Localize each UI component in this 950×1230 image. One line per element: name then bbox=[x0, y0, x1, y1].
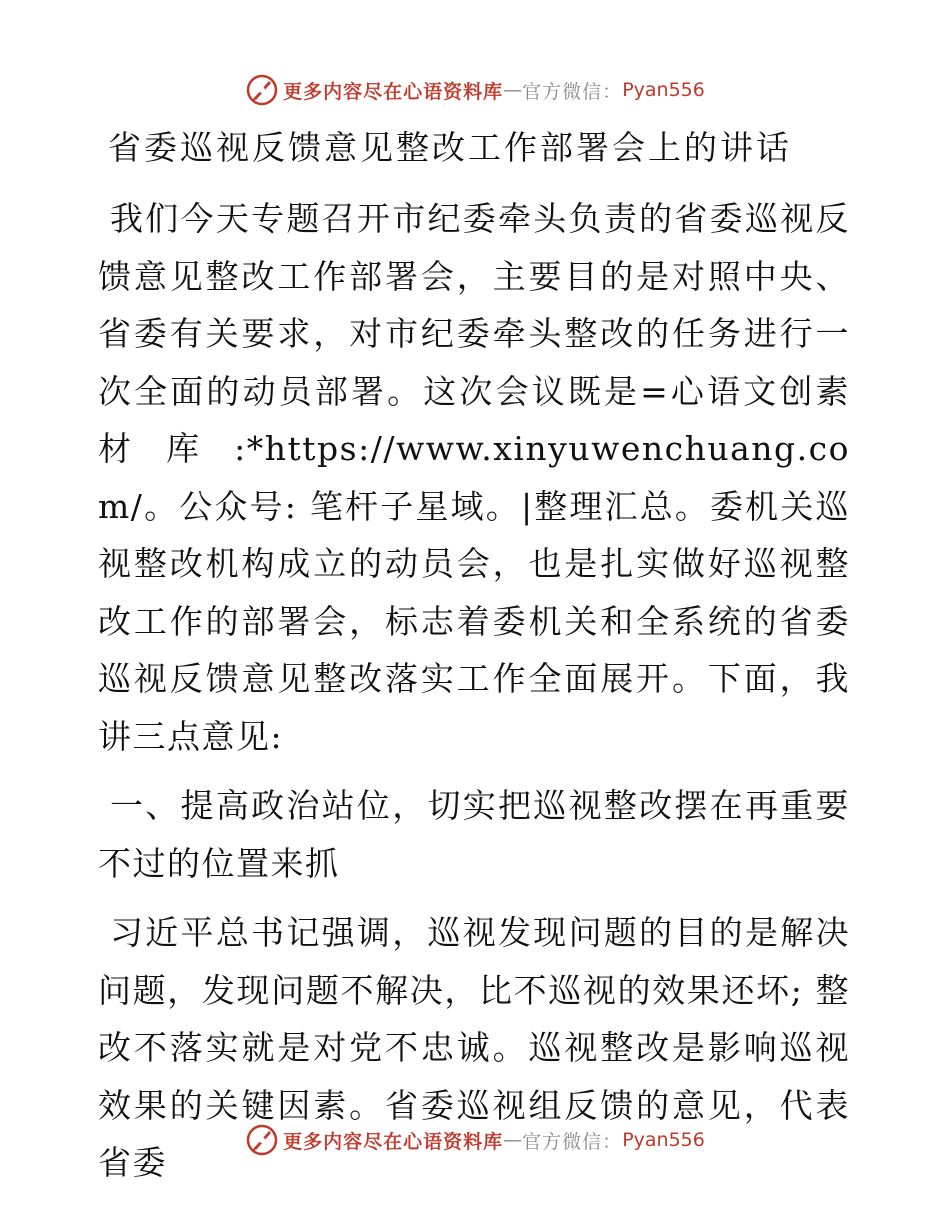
banner-separator: — bbox=[503, 1129, 523, 1151]
banner-official-label: 官方微信： bbox=[522, 80, 623, 103]
feather-pen-logo-icon bbox=[245, 1123, 279, 1157]
header-watermark-banner bbox=[0, 70, 950, 110]
footer-watermark-banner bbox=[0, 1120, 950, 1160]
banner-official-label: 官方微信： bbox=[522, 1130, 623, 1153]
banner-wechat-id: Pyan556 bbox=[622, 79, 705, 101]
feather-pen-logo-icon bbox=[245, 73, 279, 107]
banner-text: 更多内容尽在心语资料库 bbox=[283, 80, 504, 103]
paragraph-section-one: 习近平总书记强调，巡视发现问题的目的是解决问题，发现问题不解决，比不巡视的效果还坏; 整改不落实就是对党不忠诚。巡视整改是影响巡视效果的关键因素。省委巡视组反馈的意见，代表省委 bbox=[98, 913, 850, 1182]
banner-text: 更多内容尽在心语资料库 bbox=[283, 1130, 504, 1153]
section-heading-one: 一、提高政治站位，切实把巡视整改摆在再重要不过的位置来抓 bbox=[98, 786, 850, 883]
paragraph-intro: 我们今天专题召开市纪委牵头负责的省委巡视反馈意见整改工作部署会，主要目的是对照中央、省委有关要求，对市纪委牵头整改的任务进行一次全面的动员部署。这次会议既是=心语文创素材库:*https://www.xinyuwenchuang.com/。公众号: 笔杆子星域。|整理汇总。委机关巡视整改机构成立的动员会，也是扎实做好巡视整改工作的部署会，标志着委机关和全系统的省委巡视反馈意见整改落实工作全面展开。下面，我讲三点意见: bbox=[98, 199, 850, 756]
document-title: 省委巡视反馈意见整改工作部署会上的讲话 bbox=[108, 128, 792, 167]
document-body bbox=[98, 120, 850, 1192]
banner-wechat-id: Pyan556 bbox=[622, 1129, 705, 1151]
banner-separator: — bbox=[503, 79, 523, 101]
